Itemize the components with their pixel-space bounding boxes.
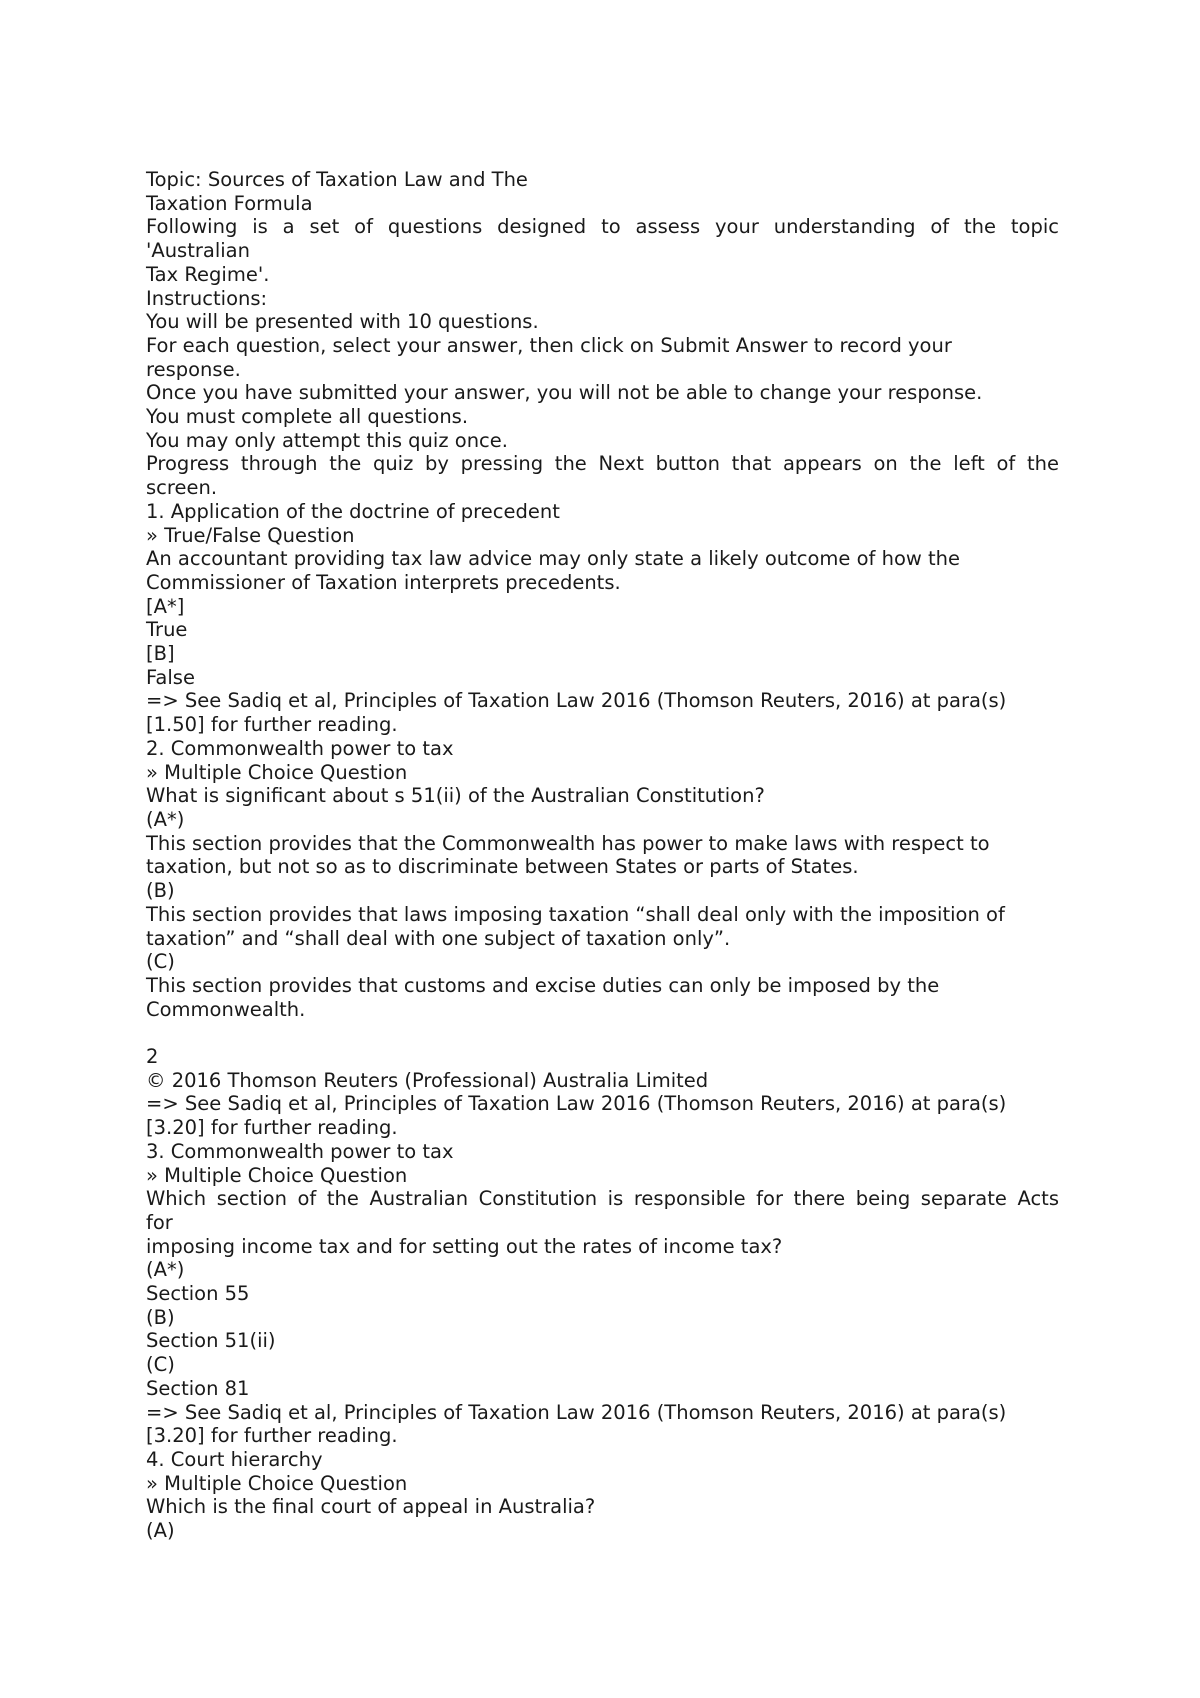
question-3-type: » Multiple Choice Question — [146, 1163, 408, 1187]
question-3-text: imposing income tax and for setting out the rates of income tax? — [146, 1234, 783, 1258]
question-1-text: Commissioner of Taxation interprets precedents. — [146, 570, 621, 594]
question-3-reference: => See Sadiq et al, Principles of Taxation Law 2016 (Thomson Reuters, 2016) at para(s) — [146, 1400, 1007, 1424]
question-2-option-label: (C) — [146, 950, 175, 974]
question-3-text: for — [146, 1210, 173, 1234]
question-3-reference: [3.20] for further reading. — [146, 1424, 398, 1448]
instruction-line: Once you have submitted your answer, you will not be able to change your response. — [146, 381, 983, 405]
question-1-reference: [1.50] for further reading. — [146, 713, 398, 737]
question-3-option-text: Section 51(ii) — [146, 1329, 276, 1353]
question-2-option-text: This section provides that customs and excise duties can only be imposed by the — [146, 973, 940, 997]
question-4-title: 4. Court hierarchy — [146, 1447, 323, 1471]
copyright-notice: © 2016 Thomson Reuters (Professional) Australia Limited — [146, 1068, 709, 1092]
instruction-line: For each question, select your answer, then click on Submit Answer to record your — [146, 333, 952, 357]
instruction-line: You may only attempt this quiz once. — [146, 428, 508, 452]
instruction-line: You must complete all questions. — [146, 405, 469, 429]
question-1-title: 1. Application of the doctrine of precedent — [146, 499, 560, 523]
instruction-line: screen. — [146, 476, 218, 500]
question-1-type: » True/False Question — [146, 523, 355, 547]
page-number: 2 — [146, 1045, 159, 1068]
question-3-option-text: Section 55 — [146, 1282, 250, 1306]
question-3-option-label: (C) — [146, 1353, 175, 1377]
topic-title-line-2: Taxation Formula — [146, 191, 313, 215]
question-3-option-text: Section 81 — [146, 1376, 250, 1400]
question-1-text: An accountant providing tax law advice may only state a likely outcome of how the — [146, 547, 961, 571]
document-page — [146, 168, 1059, 1543]
question-1-option-text: True — [146, 618, 188, 642]
instruction-line: Progress through the quiz by pressing the Next button that appears on the left of the — [146, 452, 1059, 476]
question-2-option-text: Commonwealth. — [146, 997, 306, 1021]
question-2-option-text: This section provides that the Commonwealth has power to make laws with respect to — [146, 831, 990, 855]
question-4-option-label: (A) — [146, 1519, 175, 1543]
question-3-title: 3. Commonwealth power to tax — [146, 1139, 454, 1163]
question-2-option-text: taxation” and “shall deal with one subject of taxation only”. — [146, 926, 731, 950]
question-3-option-label: (B) — [146, 1305, 175, 1329]
topic-title-line-1: Topic: Sources of Taxation Law and The — [146, 168, 528, 191]
question-1-option-label: [B] — [146, 642, 175, 666]
instruction-line: You will be presented with 10 questions. — [146, 310, 539, 334]
question-2-title: 2. Commonwealth power to tax — [146, 736, 454, 760]
question-2-reference: => See Sadiq et al, Principles of Taxation Law 2016 (Thomson Reuters, 2016) at para(s) — [146, 1092, 1007, 1116]
question-1-option-text: False — [146, 665, 195, 689]
question-2-option-text: This section provides that laws imposing taxation “shall deal only with the imposition of — [146, 902, 1005, 926]
intro-line-2: 'Australian — [146, 239, 250, 263]
question-4-type: » Multiple Choice Question — [146, 1471, 408, 1495]
question-2-type: » Multiple Choice Question — [146, 760, 408, 784]
question-1-option-label: [A*] — [146, 594, 185, 618]
instructions-heading: Instructions: — [146, 286, 268, 310]
intro-line-3: Tax Regime'. — [146, 262, 270, 286]
intro-line-1: Following is a set of questions designed to assess your understanding of the topic — [146, 215, 1059, 239]
question-2-option-text: taxation, but not so as to discriminate between States or parts of States. — [146, 855, 859, 879]
blank-line — [146, 1021, 1059, 1045]
question-2-reference: [3.20] for further reading. — [146, 1116, 398, 1140]
question-2-option-label: (A*) — [146, 807, 185, 831]
question-2-option-label: (B) — [146, 879, 175, 903]
question-4-text: Which is the final court of appeal in Australia? — [146, 1495, 596, 1519]
question-3-option-label: (A*) — [146, 1258, 185, 1282]
instruction-line: response. — [146, 357, 241, 381]
question-2-text: What is significant about s 51(ii) of the Australian Constitution? — [146, 784, 765, 808]
question-3-text: Which section of the Australian Constitution is responsible for there being separate Acts — [146, 1187, 1059, 1211]
question-1-reference: => See Sadiq et al, Principles of Taxation Law 2016 (Thomson Reuters, 2016) at para(s) — [146, 689, 1007, 713]
